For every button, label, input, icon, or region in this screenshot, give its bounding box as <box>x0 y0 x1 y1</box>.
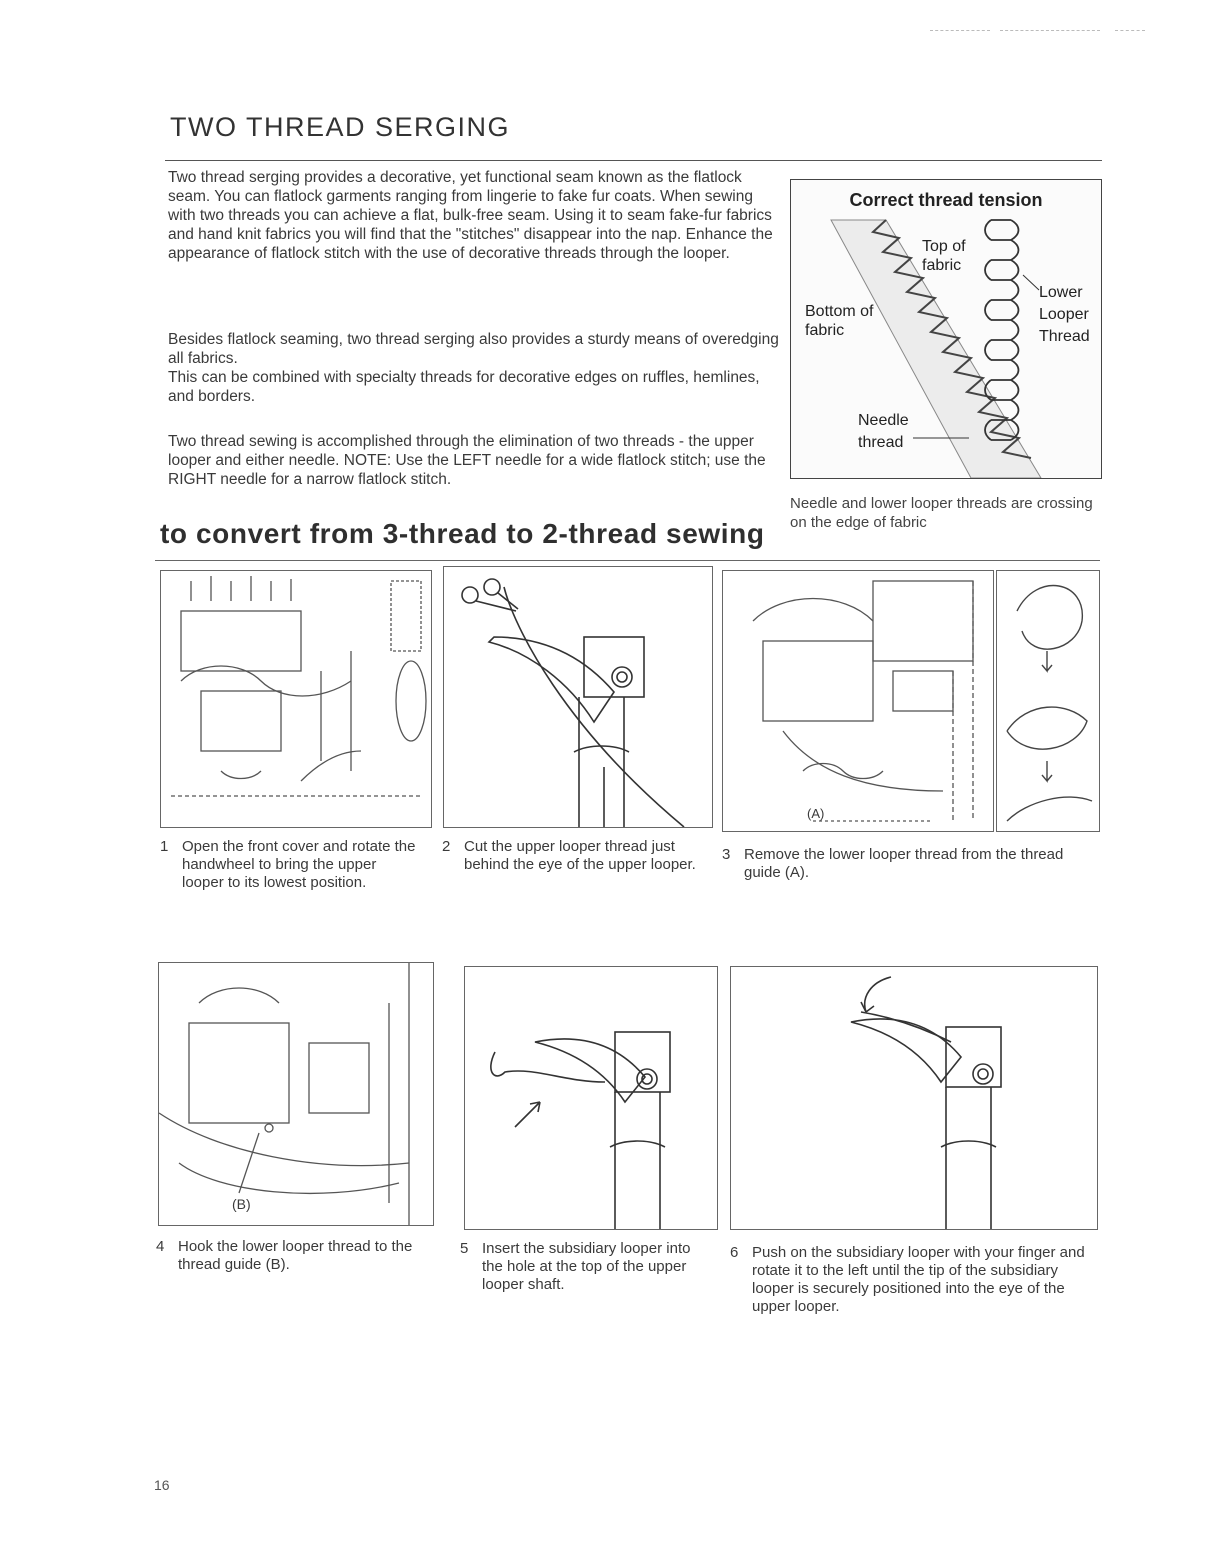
guide-b-label: (B) <box>232 1196 251 1212</box>
step-6-number: 6 <box>730 1244 739 1261</box>
intro-paragraph-1: Two thread serging provides a decorative, yet functional seam known as the flatlock seam. You can flatlock garments ranging from lingerie to fake fur coats. When sewing with two threads you can achieve a flat, bulk-free seam. Using it to seam fake-fur fabrics and hand knit fabrics you will find that the "stitches" disappear into the nap. Enhance the appearance of flatlock stitch with the use of decorative threads through the looper. <box>168 169 773 262</box>
figure-step-6 <box>730 966 1098 1230</box>
step-5 <box>460 1240 720 1320</box>
intro-paragraph-3: This can be combined with specialty threads for decorative edges on ruffles, hemlines, and borders. <box>168 369 760 405</box>
scan-mark <box>1115 30 1145 31</box>
step-4-number: 4 <box>156 1238 165 1255</box>
step-5-text: Insert the subsidiary looper into the hole at the top of the upper looper shaft. <box>482 1240 691 1293</box>
step-1-text: Open the front cover and rotate the handwheel to bring the upper looper to its lowest position. <box>182 838 416 891</box>
page-number: 16 <box>154 1477 170 1493</box>
title-divider <box>165 160 1102 161</box>
label-bottom-of: Bottom of <box>805 303 874 320</box>
step-3 <box>722 846 1102 906</box>
step-3-text: Remove the lower looper thread from the thread guide (A). <box>744 846 1064 881</box>
label-lower: Lower <box>1039 284 1083 301</box>
scan-mark <box>1000 30 1100 31</box>
guide-a-label: (A) <box>807 806 825 821</box>
step-5-number: 5 <box>460 1240 469 1257</box>
section-divider <box>155 560 1100 561</box>
label-top-of: Top of <box>922 238 966 255</box>
subsidiary-looper-rotate-illustration <box>731 967 1097 1229</box>
thread-tension-diagram <box>790 179 1102 479</box>
intro-paragraph-2: Besides flatlock seaming, two thread serging also provides a sturdy means of overedging all fabrics. <box>168 331 779 367</box>
tension-diagram-title: Correct thread tension <box>849 190 1043 210</box>
section-heading: to convert from 3-thread to 2-thread sewing <box>160 518 765 549</box>
serger-front-illustration <box>161 571 431 827</box>
figure-step-3-detail <box>996 570 1100 832</box>
figure-step-4 <box>158 962 434 1226</box>
step-2-text: Cut the upper looper thread just behind the eye of the upper looper. <box>464 838 696 873</box>
subsidiary-looper-insert-illustration <box>465 967 717 1229</box>
step-2 <box>442 838 712 918</box>
step-2-number: 2 <box>442 838 451 855</box>
label-looper: Looper <box>1039 306 1089 323</box>
thread-guide-b-illustration <box>159 963 433 1225</box>
thread-guide-a-illustration <box>723 571 993 831</box>
figure-step-1 <box>160 570 432 828</box>
tension-diagram-caption: Needle and lower looper threads are crossing on the edge of fabric <box>790 495 1093 531</box>
label-thread: Thread <box>1039 328 1090 345</box>
label-needle: Needle <box>858 412 909 429</box>
scan-mark <box>930 30 990 31</box>
intro-paragraph-4: Two thread sewing is accomplished through the elimination of two threads - the upper looper and either needle. NOTE: Use the LEFT needle for a wide flatlock stitch; use the RIGHT needle for a narrow flatlock stitch. <box>168 433 766 488</box>
page-title: TWO THREAD SERGING <box>170 112 511 142</box>
step-4 <box>156 1238 446 1298</box>
figure-step-3 <box>722 570 994 832</box>
thread-removal-detail-illustration <box>997 571 1099 831</box>
figure-step-5 <box>464 966 718 1230</box>
step-6 <box>730 1244 1100 1354</box>
step-6-text: Push on the subsidiary looper with your finger and rotate it to the left until the tip of the subsidiary looper is securely positioned into the eye of the upper looper. <box>752 1244 1085 1315</box>
figure-step-2 <box>443 566 713 828</box>
label-fabric-top: fabric <box>922 257 962 274</box>
step-1-number: 1 <box>160 838 169 855</box>
label-needle-thread: thread <box>858 434 904 451</box>
upper-looper-cut-illustration <box>444 567 712 827</box>
step-4-text: Hook the lower looper thread to the thread guide (B). <box>178 1238 413 1273</box>
step-3-number: 3 <box>722 846 731 863</box>
label-fabric-bottom: fabric <box>805 322 845 339</box>
step-1 <box>160 838 430 918</box>
